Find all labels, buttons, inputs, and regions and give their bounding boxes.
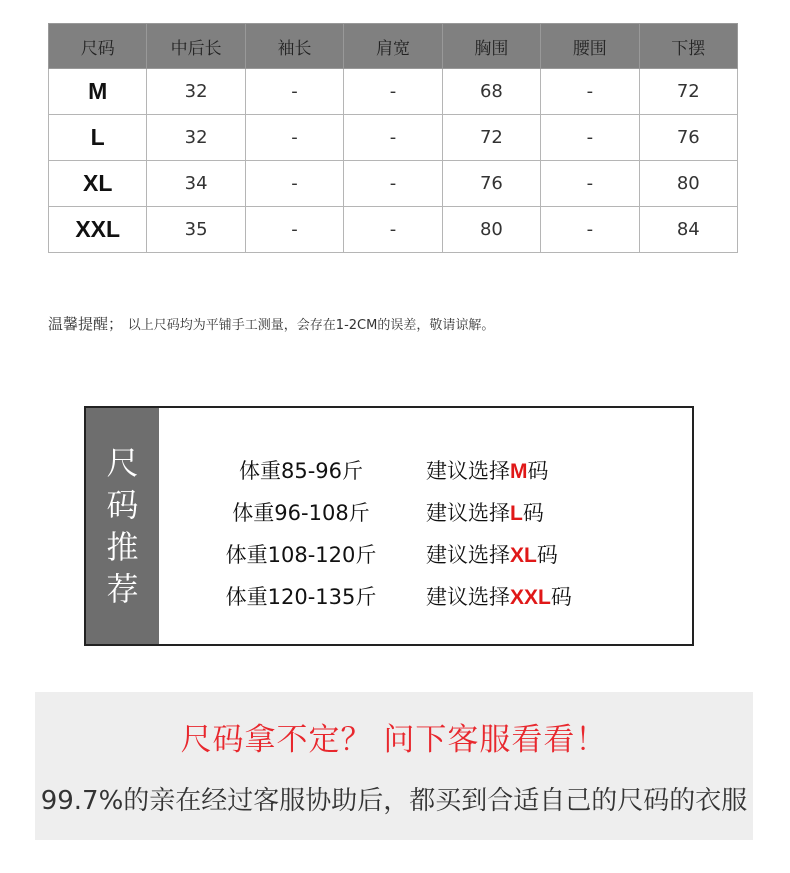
table-cell: - <box>245 207 343 253</box>
table-cell: 80 <box>639 161 737 207</box>
recommendation-row <box>86 534 692 576</box>
banner-subtitle: 99.7%的亲在经过客服协助后，都买到合适自己的尺码的衣服 <box>40 786 748 816</box>
size-advice <box>426 576 572 619</box>
header-shoulder-width: 肩宽 <box>344 24 442 69</box>
table-cell: - <box>344 207 442 253</box>
table-cell: - <box>344 115 442 161</box>
table-cell: 32 <box>147 115 245 161</box>
size-recommendation-box <box>84 406 694 646</box>
table-cell: 35 <box>147 207 245 253</box>
advice-size: L <box>510 502 523 525</box>
size-advice <box>426 534 558 577</box>
header-sleeve-length: 袖长 <box>245 24 343 69</box>
table-cell: - <box>344 161 442 207</box>
advice-prefix: 建议选择 <box>426 543 510 567</box>
table-cell: - <box>541 115 639 161</box>
table-cell: 72 <box>639 69 737 115</box>
table-cell: - <box>541 69 639 115</box>
table-cell: 84 <box>639 207 737 253</box>
weight-range: 体重108-120斤 <box>225 543 377 567</box>
table-cell: - <box>245 161 343 207</box>
table-cell: - <box>344 69 442 115</box>
size-table-header-row <box>49 24 738 69</box>
table-cell-size: L <box>49 115 147 161</box>
header-back-length: 中后长 <box>147 24 245 69</box>
advice-prefix: 建议选择 <box>426 501 510 525</box>
tip-label: 温馨提醒； <box>48 315 124 333</box>
advice-size: XL <box>510 544 537 567</box>
advice-prefix: 建议选择 <box>426 459 510 483</box>
size-advice <box>426 450 549 493</box>
advice-prefix: 建议选择 <box>426 585 510 609</box>
size-advice <box>426 492 544 535</box>
table-row <box>49 69 738 115</box>
header-waist: 腰围 <box>541 24 639 69</box>
header-size: 尺码 <box>49 24 147 69</box>
advice-suffix: 码 <box>550 585 572 609</box>
table-cell-size: XL <box>49 161 147 207</box>
table-row <box>49 115 738 161</box>
table-row <box>49 207 738 253</box>
banner-title: 尺码拿不定？ 问下客服看看！ <box>180 722 608 758</box>
table-cell: 76 <box>442 161 540 207</box>
table-cell: - <box>245 115 343 161</box>
table-cell: 34 <box>147 161 245 207</box>
table-cell: - <box>541 207 639 253</box>
weight-range: 体重85-96斤 <box>238 459 364 483</box>
table-cell-size: M <box>49 69 147 115</box>
size-table <box>48 23 738 253</box>
advice-size: XXL <box>510 586 551 609</box>
tip-text: 以上尺码均为平铺手工测量，会存在1-2CM的误差，敬请谅解。 <box>127 318 495 333</box>
advice-size: M <box>510 460 528 483</box>
table-cell: 80 <box>442 207 540 253</box>
recommendation-side-label: 尺码推荐 <box>86 408 159 644</box>
table-cell: 76 <box>639 115 737 161</box>
weight-range: 体重120-135斤 <box>225 585 377 609</box>
table-cell: 72 <box>442 115 540 161</box>
recommendation-row <box>86 450 692 492</box>
customer-service-banner <box>35 692 753 840</box>
recommendation-row <box>86 492 692 534</box>
table-cell: 32 <box>147 69 245 115</box>
table-cell-size: XXL <box>49 207 147 253</box>
header-chest: 胸围 <box>442 24 540 69</box>
header-hem: 下摆 <box>639 24 737 69</box>
recommendation-row <box>86 576 692 618</box>
advice-suffix: 码 <box>522 501 544 525</box>
table-cell: 68 <box>442 69 540 115</box>
advice-suffix: 码 <box>536 543 558 567</box>
table-cell: - <box>245 69 343 115</box>
table-cell: - <box>541 161 639 207</box>
table-row <box>49 161 738 207</box>
measurement-tip <box>48 313 494 334</box>
advice-suffix: 码 <box>527 459 549 483</box>
weight-range: 体重96-108斤 <box>232 501 370 525</box>
